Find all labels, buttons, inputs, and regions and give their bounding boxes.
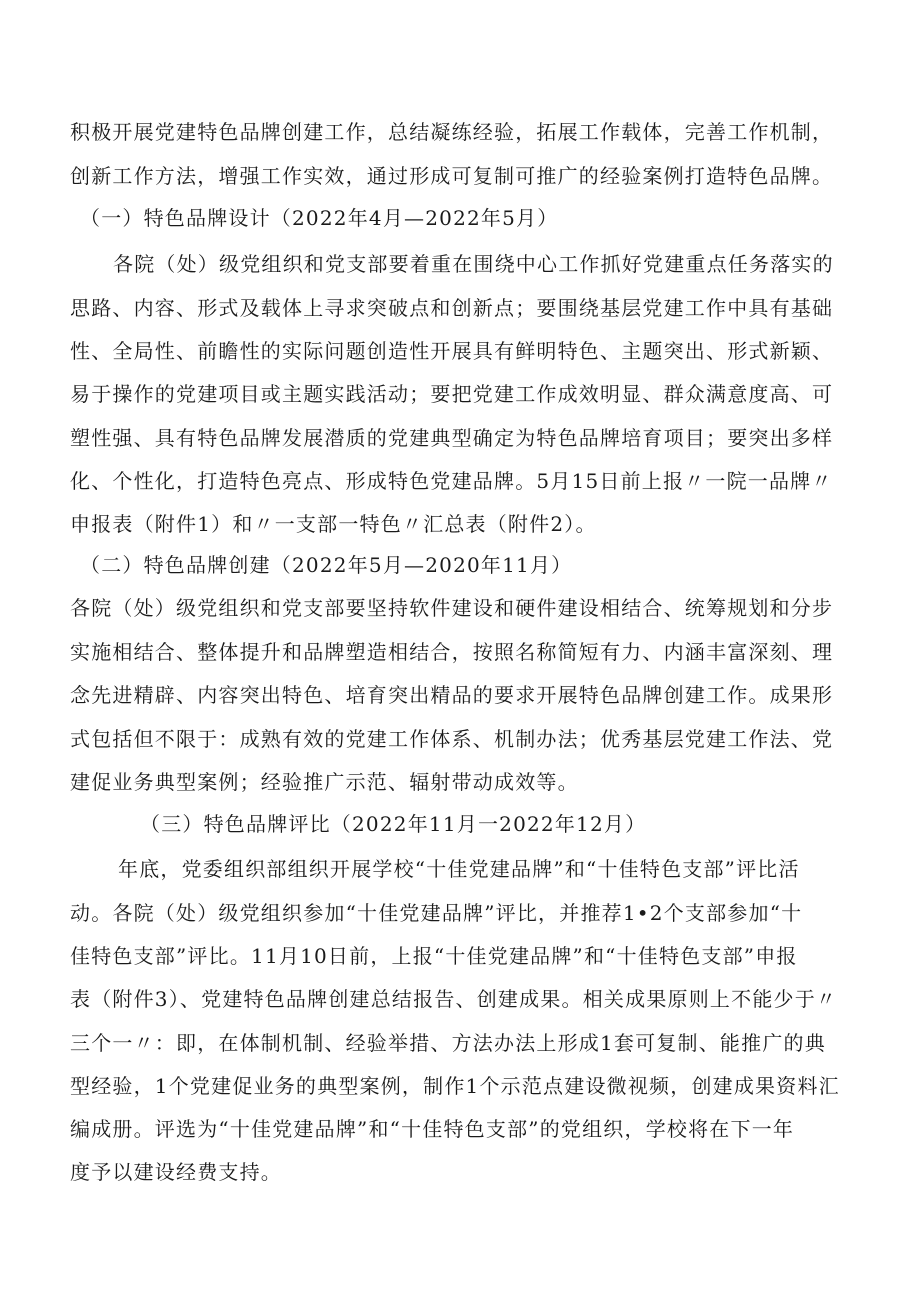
text-line: 度予以建设经费支持。 — [70, 1160, 282, 1184]
text-line: 创新工作方法，增强工作实效，通过形成可复制可推广的经验案例打造特色品牌。 — [70, 164, 834, 188]
text-line: 编成册。评选为“十佳党建品牌”和“十佳特色支部”的党组织，学校将在下一年 — [70, 1117, 795, 1141]
text-line: 型经验，1个党建促业务的典型案例，制作1个示范点建设微视频，创建成果资料汇 — [70, 1074, 840, 1098]
text-line: 建促业务典型案例；经验推广示范、辐射带动成效等。 — [70, 770, 579, 794]
text-line: 式包括但不限于：成熟有效的党建工作体系、机制办法；优秀基层党建工作法、党 — [70, 727, 834, 751]
section-heading-1: （一）特色品牌设计（2022年4月—2022年5月） — [80, 206, 559, 230]
text-line: 性、全局性、前瞻性的实际问题创造性开展具有鲜明特色、主题突出、形式新颖、 — [70, 339, 834, 363]
text-line: 易于操作的党建项目或主题实践活动；要把党建工作成效明显、群众满意度高、可 — [70, 382, 834, 406]
text-line: 思路、内容、形式及载体上寻求突破点和创新点；要围绕基层党建工作中具有基础 — [70, 296, 834, 320]
text-line: 化、个性化，打造特色亮点、形成特色党建品牌。5月15日前上报〃一院一品牌〃 — [70, 469, 833, 493]
section-heading-2: （二）特色品牌创建（2022年5月—2020年11月） — [80, 553, 573, 577]
text-line: 各院（处）级党组织和党支部要坚持软件建设和硬件建设相结合、统筹规划和分步 — [70, 596, 834, 620]
text-line: 佳特色支部”评比。11月10日前，上报“十佳党建品牌”和“十佳特色支部”申报 — [70, 944, 798, 968]
text-line: 动。各院（处）级党组织参加“十佳党建品牌”评比，并推荐1•2个支部参加“十 — [70, 901, 803, 925]
text-line: 念先进精辟、内容突出特色、培育突出精品的要求开展特色品牌创建工作。成果形 — [70, 683, 834, 707]
text-line: 申报表（附件1）和〃一支部一特色〃汇总表（附件2）。 — [70, 512, 597, 536]
text-line: 表（附件3）、党建特色品牌创建总结报告、创建成果。相关成果原则上不能少于〃 — [70, 987, 838, 1011]
text-line: 积极开展党建特色品牌创建工作，总结凝练经验，拓展工作载体，完善工作机制， — [70, 120, 834, 144]
text-line: 年底，党委组织部组织开展学校“十佳党建品牌”和“十佳特色支部”评比活 — [118, 857, 800, 881]
text-line: 实施相结合、整体提升和品牌塑造相结合，按照名称简短有力、内涵丰富深刻、理 — [70, 640, 834, 664]
text-line: 塑性强、具有特色品牌发展潜质的党建典型确定为特色品牌培育项目；要突出多样 — [70, 426, 834, 450]
section-heading-3: （三）特色品牌评比（2022年11月一2022年12月） — [140, 812, 647, 836]
text-line: 三个一〃：即，在体制机制、经验举措、方法办法上形成1套可复制、能推广的典 — [70, 1031, 826, 1055]
text-line: 各院（处）级党组织和党支部要着重在围绕中心工作抓好党建重点任务落实的 — [113, 252, 834, 276]
